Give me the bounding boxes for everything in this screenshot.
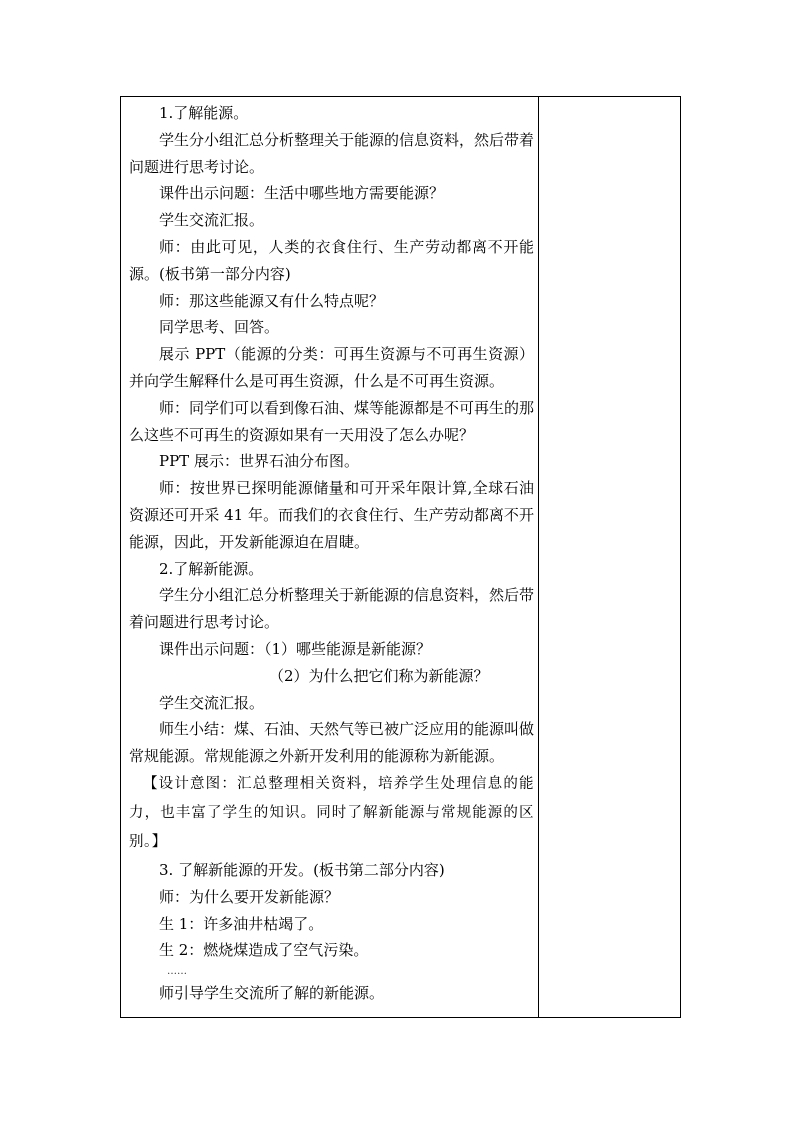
- paragraph: 师生小结：煤、石油、天然气等已被广泛应用的能源叫做常规能源。常规能源之外新开发利用的能源称为新能源。: [129, 720, 535, 766]
- paragraph: 学生交流汇报。: [159, 693, 265, 712]
- paragraph: 学生交流汇报。: [159, 211, 265, 230]
- paragraph: 2.了解新能源。: [159, 559, 264, 578]
- paragraph: 师：那这些能源又有什么特点呢？: [159, 291, 385, 310]
- paragraph: 课件出示问题：生活中哪些地方需要能源？: [159, 184, 445, 203]
- paragraph: 学生分小组汇总分析整理关于新能源的信息资料，然后带着问题进行思考讨论。: [129, 586, 535, 632]
- paragraph: 展示 PPT（能源的分类：可再生资源与不可再生资源）并向学生解释什么是可再生资源，什么是不可再生资源。: [129, 345, 534, 390]
- paragraph-sub-question: （2）为什么把它们称为新能源？: [269, 666, 489, 685]
- paragraph: 课件出示问题：（1）哪些能源是新能源？: [159, 639, 432, 658]
- paragraph: 1.了解能源。: [159, 104, 249, 122]
- ellipsis-line: ……: [167, 966, 187, 978]
- paragraph: 同学思考、回答。: [159, 318, 280, 337]
- column-divider: [538, 97, 539, 1017]
- paragraph: 师：按世界已探明能源储量和可开采年限计算,全球石油资源还可开采 41 年。而我们的衣食住行、生产劳动都离不开能源，因此，开发新能源迫在眉睫。: [129, 479, 534, 551]
- paragraph: 3. 了解新能源的开发。(板书第二部分内容): [159, 860, 445, 879]
- paragraph: 师：同学们可以看到像石油、煤等能源都是不可再生的那么这些不可再生的资源如果有一天用没了怎么办呢？: [129, 398, 535, 444]
- paragraph: 师引导学生交流所了解的新能源。: [159, 984, 385, 1003]
- design-intent-note: 【设计意图：汇总整理相关资料，培养学生处理信息的能力，也丰富了学生的知识。同时了解新能源与常规能源的区别。】: [129, 775, 534, 850]
- paragraph: 生 2：燃烧煤造成了空气污染。: [159, 941, 369, 960]
- paragraph: PPT 展示：世界石油分布图。: [159, 452, 359, 471]
- lesson-table: [120, 96, 681, 1018]
- lesson-content-cell: [129, 100, 534, 1007]
- paragraph: 生 1：许多油井枯竭了。: [159, 914, 324, 933]
- paragraph: 师：由此可见，人类的衣食住行、生产劳动都离不开能源。(板书第一部分内容): [129, 237, 534, 283]
- paragraph: 师：为什么要开发新能源？: [159, 887, 340, 906]
- paragraph: 学生分小组汇总分析整理关于能源的信息资料，然后带着问题进行思考讨论。: [129, 130, 535, 176]
